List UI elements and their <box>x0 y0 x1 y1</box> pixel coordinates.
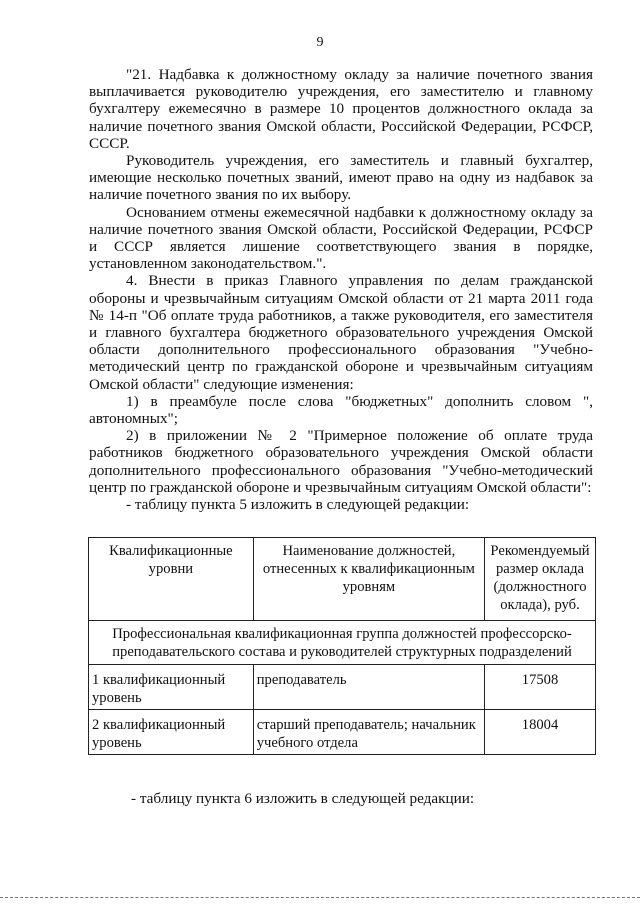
paragraph-multiple-titles: Руководитель учреждения, его заместитель и главный бухгалтер, имеющие несколько почетных званий, имеют право на одну из надбавок за наличие почетного звания по их выбору. <box>89 152 593 204</box>
body-text <box>89 66 593 513</box>
qualification-table <box>88 537 596 755</box>
header-recommended-salary: Рекомендуемый размер оклада (должностного оклада), руб. <box>485 538 596 621</box>
page-bottom-rule <box>0 897 640 899</box>
paragraph-table-6-intro: - таблицу пункта 6 изложить в следующей редакции: <box>131 790 475 807</box>
page-number: 9 <box>316 35 324 50</box>
paragraph-4-amendments: 4. Внести в приказ Главного управления по делам гражданской обороны и чрезвычайным ситуациям Омской области от 21 марта 2011 года № 14-п "Об оплате труда работников, а также руководителя, его заместителя и главного бухгалтера бюджетного образовательного учреждения Омской области дополнительного профессионального образования "Учебно-методический центр по гражданской обороне и чрезвычайным ситуациям Омской области" следующие изменения: <box>89 272 593 393</box>
salary-cell: 18004 <box>485 710 596 755</box>
level-cell: 2 квалификационный уровень <box>89 710 254 755</box>
table-row <box>89 710 596 755</box>
header-position-names: Наименование должностей, отнесенных к квалификационным уровням <box>253 538 484 621</box>
paragraph-21-honorary-title-bonus: "21. Надбавка к должностному окладу за наличие почетного звания выплачивается руководителю учреждения, его заместителю и главному бухгалтеру ежемесячно в размере 10 процентов должностного оклада за наличие почетного звания Омской области, Российской Федерации, РСФСР, СССР. <box>89 66 593 152</box>
position-cell: старший преподаватель; начальник учебного отдела <box>253 710 484 755</box>
header-qualification-levels: Квалификационные уровни <box>89 538 254 621</box>
paragraph-table-5-intro: - таблицу пункта 5 изложить в следующей редакции: <box>126 496 470 514</box>
table-row <box>89 665 596 710</box>
table-header-row <box>89 538 596 621</box>
salary-cell: 17508 <box>485 665 596 710</box>
professional-group-title: Профессиональная квалификационная группа должностей профессорско-преподавательского состава и руководителей структурных подразделений <box>89 621 596 665</box>
paragraph-preamble-change: 1) в преамбуле после слова "бюджетных" дополнить словом ", автономных"; <box>89 392 593 428</box>
table-group-row <box>89 621 596 665</box>
paragraph-appendix-2-change: 2) в приложении № 2 "Примерное положение об оплате труда работников бюджетного образовательного учреждения Омской области дополнительного профессионального образования "Учебно-методический центр по гражданской обороне и чрезвычайным ситуациям Омской области": <box>89 427 593 496</box>
level-cell: 1 квалификационный уровень <box>89 665 254 710</box>
paragraph-bonus-cancellation: Основанием отмены ежемесячной надбавки к должностному окладу за наличие почетного звания Омской области, Российской Федерации, РСФСР и СССР является лишение соответствующего звания в порядке, установленном законодательством.". <box>89 203 593 273</box>
position-cell: преподаватель <box>253 665 484 710</box>
